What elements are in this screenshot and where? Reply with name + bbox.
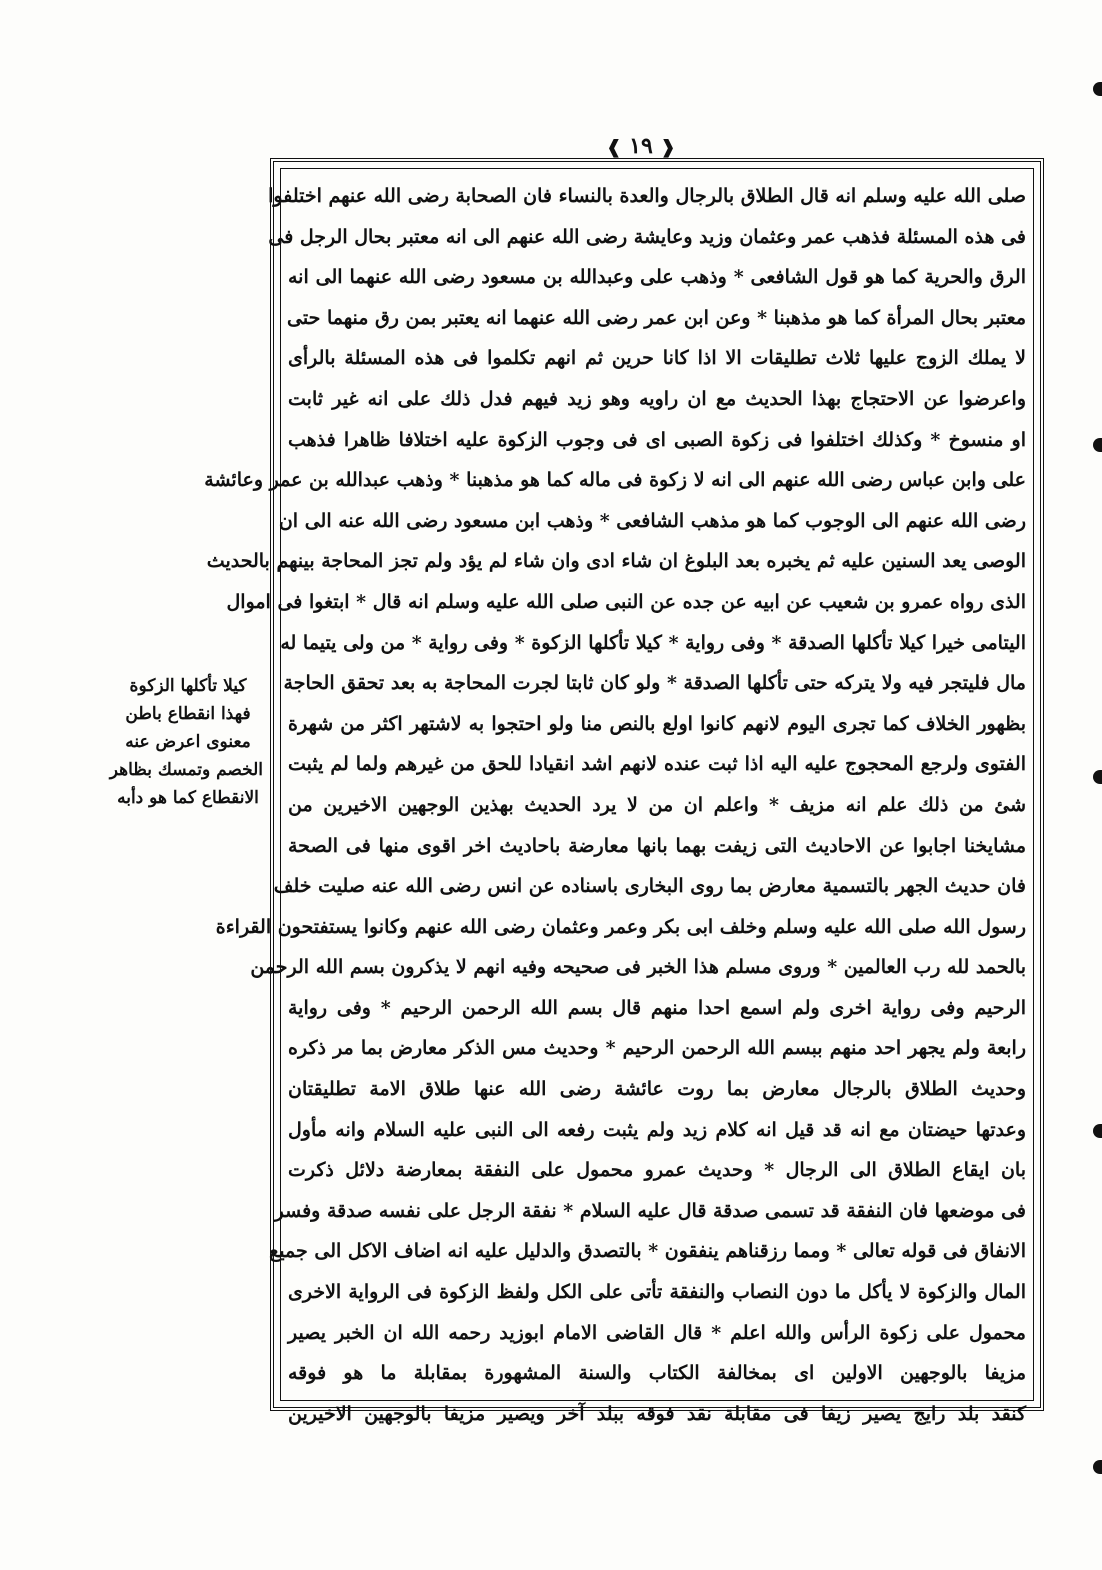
text-line: الرحيم وفى رواية اخرى ولم اسمع احدا منهم قال بسم الله الرحمن الرحيم * وفى رواية [288, 996, 1026, 1019]
text-line: وعدتها حيضتان مع انه قد قيل انه كلام زيد ولم يثبت رفعه الى النبى عليه السلام وانه مأول [288, 1118, 1026, 1141]
scan-edge-mark [1093, 82, 1102, 96]
text-line: الوصى يعد السنين عليه ثم يخبره بعد البلوغ ان شاء ادى وان شاء لم يؤد ولم تجز المحاجة بينهم بالحديث [206, 550, 1026, 573]
text-line: الانفاق فى قوله تعالى * ومما رزقناهم ينفقون * بالتصدق والدليل عليه انه اضاف الاكل الى جميع [269, 1240, 1026, 1263]
margin-note [109, 672, 263, 812]
margin-note-line: الخصم وتمسك بظاهر [109, 760, 263, 780]
text-line: محمول على زكوة الرأس والله اعلم * قال القاضى الامام ابوزيد رحمه الله ان الخبر يصير [288, 1321, 1026, 1344]
text-line: بان ايقاع الطلاق الى الرجال * وحديث عمرو محمول على النفقة بمعارضة دلائل ذكرت [288, 1159, 1026, 1182]
text-line: كنقد بلد رايج يصير زيفا فى مقابلة نقد فوقه ببلد آخر ويصير مزيفا بالوجهين الاخيرين [288, 1402, 1026, 1425]
scan-edge-mark [1093, 438, 1102, 452]
margin-note-line: فهذا انقطاع باطن [125, 704, 251, 724]
text-line: معتبر بحال المرأة كما هو مذهبنا * وعن ابن عمر رضى الله عنهما انه يعتبر بمن رق منهما حتى [287, 306, 1026, 329]
text-line: بالحمد لله رب العالمين * وروى مسلم هذا الخبر فى صحيحه وفيه انهم لا يذكرون بسم الله الرحمن [250, 956, 1026, 979]
scan-edge-mark [1093, 1460, 1102, 1474]
text-line: فى هذه المسئلة فذهب عمر وعثمان وزيد وعايشة رضى الله عنهم الى انه معتبر بحال الرجل فى [268, 225, 1026, 248]
text-line: رابعة ولم يجهر احد منهم ببسم الله الرحمن الرحيم * وحديث مس الذكر معارض بما مر ذكره [288, 1037, 1026, 1060]
ornament-left-icon: ❰ [606, 137, 622, 158]
margin-note-line: معنوى اعرض عنه [125, 732, 251, 752]
ornament-right-icon: ❱ [660, 137, 676, 158]
text-line: الذى رواه عمرو بن شعيب عن ابيه عن جده عن النبى صلى الله عليه وسلم انه قال * ابتغوا فى اموال [226, 590, 1026, 613]
page-number-text: ١٩ [629, 133, 653, 159]
text-line: او منسوخ * وكذلك اختلفوا فى زكوة الصبى اى فى وجوب الزكوة عليه اختلافا ظاهرا فذهب [288, 428, 1026, 451]
text-line: لا يملك الزوج عليها ثلاث تطليقات الا اذا كانا حرين ثم انهم تكلموا فى هذه المسئلة بالرأى [288, 347, 1026, 370]
margin-note-line: كيلا تأكلها الزكوة [129, 676, 247, 696]
text-line: مشايخنا اجابوا عن الاحاديث التى زيفت بهما بانها معارضة باحاديث اخر اقوى منها فى الصحة [288, 834, 1026, 857]
main-text-block [204, 176, 1026, 1425]
text-line: الرق والحرية كما هو قول الشافعى * وذهب على وعبدالله بن مسعود رضى الله عنهما الى انه [288, 266, 1026, 289]
text-line: مال فليتجر فيه ولا يتركه حتى تأكلها الصدقة * ولو كان ثابتا لجرت المحاجة به بعد تحقق الحاجة [283, 672, 1026, 695]
text-line: رضى الله عنهم الى الوجوب كما هو مذهب الشافعى * وذهب ابن مسعود رضى الله عنه الى ان [278, 509, 1026, 532]
text-line: بظهور الخلاف كما تجرى اليوم لانهم كانوا اولع بالنص منا ولو احتجوا به لاشتهر اكثر من شهرة [288, 712, 1026, 735]
text-line: صلى الله عليه وسلم انه قال الطلاق بالرجال والعدة بالنساء فان الصحابة رضى الله عنهم اختلفوا [268, 185, 1026, 207]
text-line: فان حديث الجهر بالتسمية معارض بما روى البخارى باسناده عن انس رضى الله عنه صليت خلف [273, 875, 1026, 898]
text-line: مزيفا بالوجهين الاولين اى بمخالفة الكتاب والسنة المشهورة بمقابلة ما هو فوقه [288, 1362, 1026, 1385]
text-line: شئ من ذلك علم انه مزيف * واعلم ان من لا يرد الحديث بهذين الوجهين الاخيرين من [288, 793, 1026, 816]
text-line: وحديث الطلاق بالرجال معارض بما روت عائشة رضى الله عنها طلاق الامة تطليقتان [288, 1078, 1026, 1101]
text-line: واعرضوا عن الاحتجاج بهذا الحديث مع ان راويه وهو زيد فيهم فدل ذلك على انه غير ثابت [288, 387, 1026, 410]
margin-note-line: الانقطاع كما هو دأبه [117, 788, 259, 808]
text-line: الفتوى ولرجع المحجوج عليه اليه اذا ثبت عنده لانهم اشد انقيادا للحق من غيرهم ولما لم يثبت [288, 753, 1026, 776]
text-line: اليتامى خيرا كيلا تأكلها الصدقة * وفى رواية * كيلا تأكلها الزكوة * وفى رواية * من ولى يتيما له [280, 631, 1026, 654]
scan-edge-mark [1093, 1124, 1102, 1138]
text-line: فى موضعها فان النفقة قد تسمى صدقة قال عليه السلام * نفقة الرجل على نفسه صدقة وفسر [274, 1199, 1026, 1222]
text-line: رسول الله صلى الله عليه وسلم وخلف ابى بكر وعمر وعثمان رضى الله عنهم وكانوا يستفتحون القراءة [215, 915, 1026, 938]
text-line: المال والزكوة لا يأكل ما دون النصاب والنفقة تأتى على الكل ولفظ الزكوة فى الرواية الاخرى [288, 1281, 1026, 1304]
scan-edge-mark [1093, 770, 1102, 784]
text-frame [204, 158, 1044, 1425]
text-line: على وابن عباس رضى الله عنهم الى انه لا زكوة فى ماله كما هو مذهبنا * وذهب عبدالله بن عمر وعائشة [204, 469, 1026, 492]
